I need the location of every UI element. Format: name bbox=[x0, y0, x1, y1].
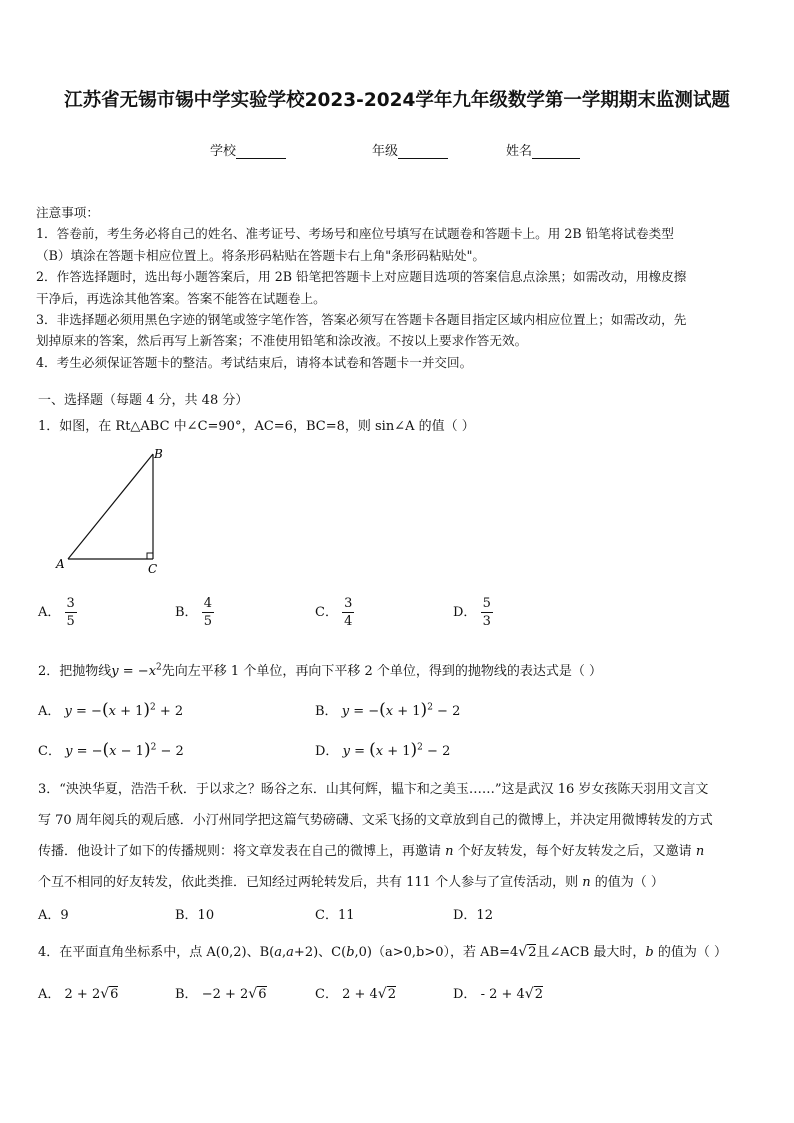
note-2a: 2．作答选择题时，选出每小题答案后，用 2B 铅笔把答题卡上对应题目选项的答案信息点涂黑；如需改动，用橡皮擦 bbox=[36, 269, 687, 285]
note-1b: （B）填涂在答题卡相应位置上。将条形码粘贴在答题卡右上角"条形码粘贴处"。 bbox=[36, 247, 486, 263]
q1-option-c[interactable]: C． $\frac{3}{4}$ bbox=[315, 596, 353, 629]
school-field bbox=[210, 140, 286, 159]
name-field bbox=[506, 140, 580, 159]
q3-option-c[interactable]: C．11 bbox=[315, 908, 355, 923]
note-4: 4．考生必须保证答题卡的整洁。考试结束后，请将本试卷和答题卡一并交回。 bbox=[36, 354, 473, 370]
section-heading: 一、选择题（每题 4 分，共 48 分） bbox=[38, 393, 249, 408]
q3-option-a[interactable]: A．9 bbox=[38, 908, 69, 923]
school-blank bbox=[236, 144, 286, 159]
name-blank bbox=[532, 144, 580, 159]
q1-option-d[interactable]: D． $\frac{5}{3}$ bbox=[453, 596, 491, 629]
q4-stem: 4．在平面直角坐标系中，点 A(0,2)、B(a,a+2)、C(b,0)（a>0,b>0），若 AB=4√2且∠ACB 最大时，b 的值为（ ） bbox=[38, 944, 728, 960]
q2-option-d[interactable]: D． $y = (x + 1)^2 - 2$ bbox=[315, 740, 451, 760]
q4-option-a[interactable]: A． 2 + 2√6 bbox=[38, 986, 119, 1002]
triangle-figure bbox=[52, 444, 172, 574]
q2-stem: 2．把抛物线$y = -x^2$先向左平移 1 个单位，再向下平移 2 个单位，得到的抛物线的表达式是（ ） bbox=[38, 662, 602, 679]
grade-label: 年级 bbox=[372, 144, 399, 159]
q4-option-d[interactable]: D． - 2 + 4√2 bbox=[453, 986, 543, 1002]
q1-option-b[interactable]: B． $\frac{4}{5}$ bbox=[175, 596, 212, 629]
q2-option-c[interactable]: C． $y = -(x - 1)^2 - 2$ bbox=[38, 740, 184, 760]
grade-blank bbox=[398, 144, 448, 159]
notes-block bbox=[36, 202, 760, 373]
grade-field bbox=[372, 140, 448, 159]
note-3a: 3．非选择题必须用黑色字迹的钢笔或签字笔作答，答案必须写在答题卡各题目指定区域内相应位置上；如需改动，先 bbox=[36, 312, 687, 328]
note-3b: 划掉原来的答案，然后再写上新答案；不准使用铅笔和涂改液。不按以上要求作答无效。 bbox=[36, 333, 528, 349]
q4-option-b[interactable]: B． −2 + 2√6 bbox=[175, 986, 267, 1002]
q2-option-a[interactable]: A． $y = -(x + 1)^2 + 2$ bbox=[38, 700, 184, 720]
vertex-b-label: B bbox=[154, 447, 163, 461]
q3-stem: 3．“泱泱华夏，浩浩千秋．于以求之？旸谷之东．山其何辉，韫卞和之美玉……”这是武汉 16 岁女孩陈天羽用文言文 写 70 周年阅兵的观后感．小汀州同学把这篇气势磅礴、文采飞扬的文章放到自己的微博上，并决定用微博转发的方式 传播．他设计了如下的传播规则：将文章发表在自己的微博上，再邀请 n 个好友转发，每个好友转发之后，又邀请 n 个互不相同的好友转发，依此类推．已知经过两轮转发后，共有 111 个人参与了宣传活动，则 n 的值为（ ） bbox=[38, 782, 713, 890]
q2-option-b[interactable]: B． $y = -(x + 1)^2 - 2$ bbox=[315, 700, 461, 720]
q3-option-b[interactable]: B．10 bbox=[175, 908, 215, 923]
name-label: 姓名 bbox=[506, 144, 533, 159]
page-title: 江苏省无锡市锡中学实验学校2023-2024学年九年级数学第一学期期末监测试题 bbox=[64, 90, 730, 111]
school-label: 学校 bbox=[210, 144, 237, 159]
q1-option-a[interactable]: A． $\frac{3}{5}$ bbox=[38, 596, 75, 629]
notes-heading: 注意事项： bbox=[36, 205, 99, 220]
note-1a: 1．答卷前，考生务必将自己的姓名、准考证号、考场号和座位号填写在试题卷和答题卡上。用 2B 铅笔将试卷类型 bbox=[36, 226, 674, 242]
q1-stem: 1．如图，在 Rt△ABC 中∠C=90°，AC=6，BC=8，则 sin∠A 的值（ ） bbox=[38, 419, 475, 434]
q4-option-c[interactable]: C． 2 + 4√2 bbox=[315, 986, 396, 1002]
vertex-c-label: C bbox=[148, 562, 158, 574]
vertex-a-label: A bbox=[56, 557, 65, 571]
q3-option-d[interactable]: D．12 bbox=[453, 908, 493, 923]
note-2b: 干净后，再选涂其他答案。答案不能答在试题卷上。 bbox=[36, 290, 326, 306]
